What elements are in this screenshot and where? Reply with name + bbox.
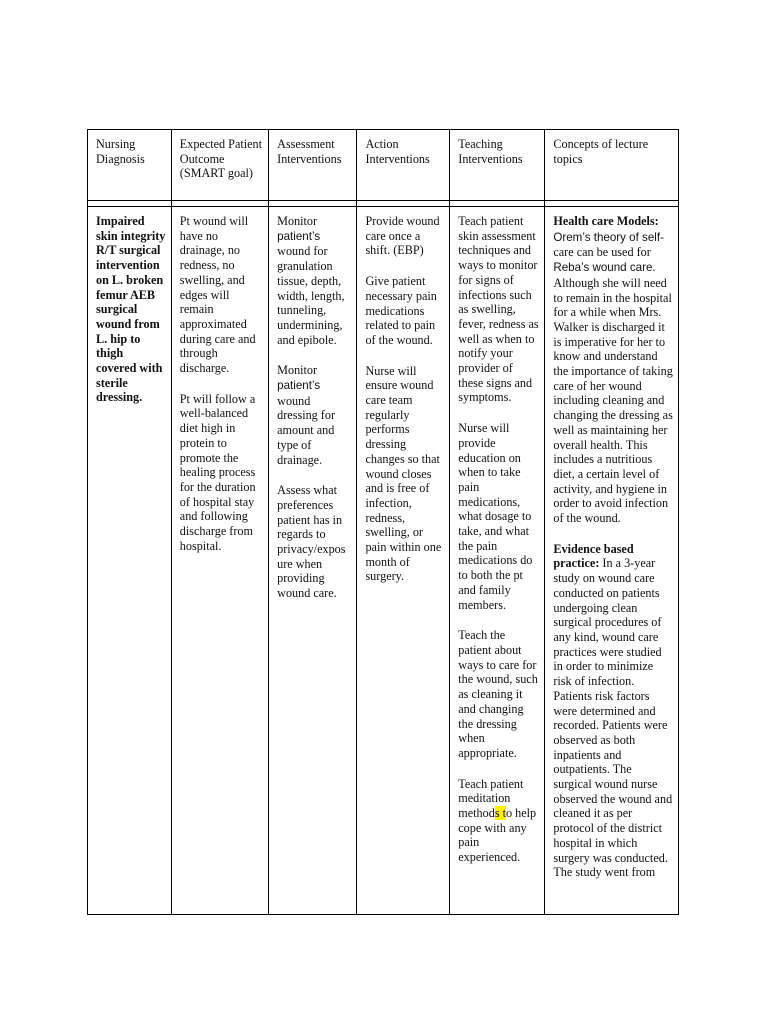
header-action-interventions: Action Interventions [357, 130, 450, 201]
content-row [88, 207, 679, 915]
concepts-paragraph: Health care Models: Orem’s theory of self-care can be used for Reba’s wound care. Although she will need to remain in the hospital for a while when Mrs. Walker is discharged it is imperative for her to know and understand the importance of taking care of her wound including cleaning and changing the dressing as well as maintaining her overall health. This includes a nutritious diet, a certain level of activity, and hygiene in order to avoid infection of the wound. [553, 214, 673, 526]
highlighted-text: s t [494, 806, 507, 821]
header-row [88, 130, 679, 201]
header-expected-outcome: Expected Patient Outcome (SMART goal) [171, 130, 268, 201]
cell-diagnosis [88, 207, 172, 915]
assessment-paragraph: Assess what preferences patient has in regards to privacy/expos ure when providing wound care. [277, 483, 346, 601]
action-paragraph: Provide wound care once a shift. (EBP) [365, 214, 440, 258]
outcome-paragraph: Pt will follow a well-balanced diet high in protein to promote the healing process for the duration of hospital stay and following discharge from hospital. [179, 391, 256, 553]
concepts-paragraph: Evidence based practice: In a 3-year study on wound care conducted on patients undergoing clean surgical procedures of any kind, wound care practices were studied in order to minimize risk of infection. Patients risk factors were determined and recorded. Patients were observed as both inpatients and outpatients. The surgical wound nurse observed the wound and cleaned it as per protocol of the district hospital in which surgery was conducted. The study went from [553, 541, 673, 880]
outcome-paragraph: Pt wound will have no drainage, no redness, no swelling, and edges will remain approximated during care and through discharge. [179, 214, 256, 376]
header-nursing-diagnosis: Nursing Diagnosis [88, 130, 172, 201]
cell-concepts [545, 207, 679, 915]
teaching-paragraph: Nurse will provide education on when to take pain medications, what dosage to take, and what the pain medications do to both the pt and family members. [458, 421, 533, 612]
header-teaching-interventions: Teaching Interventions [450, 130, 545, 201]
header-concepts: Concepts of lecture topics [545, 130, 679, 201]
teaching-paragraph: Teach patient meditation methods to help cope with any pain experienced. [458, 776, 537, 865]
cell-action [357, 207, 450, 915]
header-assessment-interventions: Assessment Interventions [269, 130, 357, 201]
teaching-paragraph: Teach the patient about ways to care for the wound, such as cleaning it and changing the dressing when appropriate. [458, 628, 538, 760]
action-paragraph: Give patient necessary pain medications related to pain of the wound. [365, 274, 437, 347]
diagnosis-text: Impaired skin integrity R/T surgical intervention on L. broken femur AEB surgical wound from L. hip to thigh covered with sterile dressing. [96, 214, 166, 405]
assessment-paragraph: Monitor patient’s wound for granulation tissue, depth, width, length, tunneling, undermining, and epibole. [277, 214, 345, 347]
assessment-paragraph: Monitor patient’s wound dressing for amount and type of drainage. [277, 363, 336, 467]
action-paragraph: Nurse will ensure wound care team regularly performs dressing changes so that wound closes and is free of infection, redness, swelling, or pain within one month of surgery. [365, 363, 442, 584]
cell-assessment [269, 207, 357, 915]
concepts-heading: Evidence based practice: [553, 541, 634, 571]
concepts-heading: Health care Models: [553, 214, 659, 228]
cell-outcome [171, 207, 268, 915]
cell-teaching [450, 207, 545, 915]
teaching-paragraph: Teach patient skin assessment techniques and ways to monitor for signs of infections such as swelling, fever, redness as well as when to notify your provider of these signs and symptoms. [458, 214, 539, 405]
nursing-care-plan-table [87, 129, 679, 915]
